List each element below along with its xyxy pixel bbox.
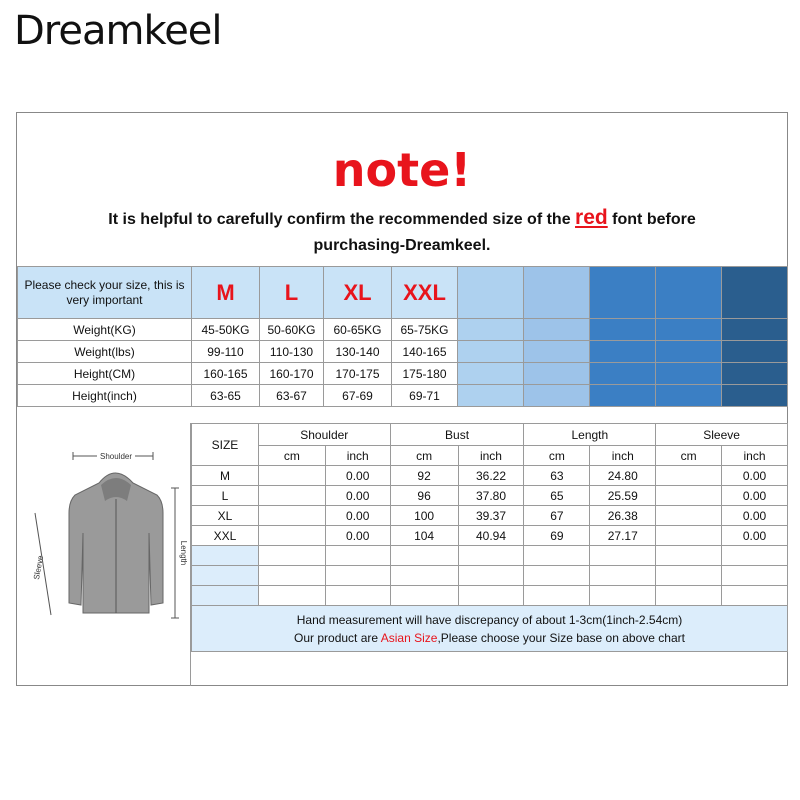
color-swatch	[458, 363, 524, 385]
unit-header: cm	[656, 446, 722, 466]
unit-header: inch	[325, 446, 390, 466]
color-swatch	[722, 341, 788, 363]
bust-header: Bust	[390, 424, 524, 446]
color-swatch	[524, 363, 590, 385]
cell: 100	[390, 506, 458, 526]
size-cell: XXL	[192, 526, 259, 546]
size-cell: M	[192, 466, 259, 486]
cell	[258, 506, 325, 526]
table-row	[192, 466, 788, 486]
empty-row	[192, 566, 788, 586]
color-swatch	[458, 267, 524, 319]
note-line2: purchasing-Dreamkeel.	[313, 237, 491, 254]
cell: 130-140	[324, 341, 392, 363]
cell: 160-165	[192, 363, 260, 385]
cell: 69-71	[392, 385, 458, 407]
cell: 160-170	[260, 363, 324, 385]
note-title: note!	[332, 143, 472, 197]
color-swatch	[590, 385, 656, 407]
cell: 26.38	[590, 506, 656, 526]
footnote-line1: Hand measurement will have discrepancy of about 1-3cm(1inch-2.54cm)	[296, 612, 683, 627]
unit-header: cm	[390, 446, 458, 466]
cell: 67-69	[324, 385, 392, 407]
cell	[258, 486, 325, 506]
cell: 63-65	[192, 385, 260, 407]
cell	[656, 486, 722, 506]
row-label: Weight(lbs)	[18, 341, 192, 363]
size-header-xxl: XXL	[392, 267, 458, 319]
unit-header: inch	[590, 446, 656, 466]
empty-cell	[590, 566, 656, 586]
cell: 0.00	[722, 486, 788, 506]
cell: 39.37	[458, 506, 524, 526]
empty-cell	[192, 566, 259, 586]
table-row	[18, 341, 788, 363]
cell: 104	[390, 526, 458, 546]
cell	[656, 466, 722, 486]
footnote-line2-after: ,Please choose your Size base on above chart	[437, 630, 685, 645]
cell: 0.00	[325, 506, 390, 526]
color-swatch	[524, 341, 590, 363]
hoodie-icon	[17, 423, 191, 686]
table-row	[192, 526, 788, 546]
note-red-word: red	[575, 206, 608, 229]
color-swatch	[656, 267, 722, 319]
note-line1-before: It is helpful to carefully confirm the recommended size of the	[108, 211, 576, 228]
cell: 140-165	[392, 341, 458, 363]
recommended-size-table	[17, 266, 788, 407]
cell: 0.00	[325, 466, 390, 486]
cell: 96	[390, 486, 458, 506]
color-swatch	[722, 319, 788, 341]
empty-cell	[390, 546, 458, 566]
color-swatch	[656, 385, 722, 407]
color-swatch	[656, 341, 722, 363]
color-swatch	[524, 319, 590, 341]
empty-cell	[390, 586, 458, 606]
empty-cell	[656, 546, 722, 566]
cell	[258, 466, 325, 486]
table-row	[192, 486, 788, 506]
brand-logo: Dreamkeel	[14, 8, 222, 54]
hoodie-figure	[17, 423, 191, 686]
cell: 99-110	[192, 341, 260, 363]
empty-cell	[192, 586, 259, 606]
empty-row	[192, 586, 788, 606]
color-swatch	[722, 385, 788, 407]
table-row	[18, 319, 788, 341]
table-row	[18, 385, 788, 407]
cell: 175-180	[392, 363, 458, 385]
empty-cell	[524, 566, 590, 586]
color-swatch	[458, 319, 524, 341]
cell	[656, 526, 722, 546]
row-label: Weight(KG)	[18, 319, 192, 341]
measurement-footnote	[192, 606, 788, 652]
cell: 37.80	[458, 486, 524, 506]
size-header-xl: XL	[324, 267, 392, 319]
size-chart-sheet	[16, 112, 788, 686]
empty-cell	[458, 566, 524, 586]
table-row	[192, 506, 788, 526]
cell: 92	[390, 466, 458, 486]
cell: 45-50KG	[192, 319, 260, 341]
cell: 110-130	[260, 341, 324, 363]
note-text	[17, 205, 787, 259]
empty-cell	[258, 546, 325, 566]
cell: 65	[524, 486, 590, 506]
shoulder-header: Shoulder	[258, 424, 390, 446]
cell: 0.00	[722, 506, 788, 526]
empty-cell	[590, 586, 656, 606]
note-line1-after: font before	[607, 211, 696, 228]
size-check-label: Please check your size, this is very important	[18, 267, 192, 319]
unit-header: cm	[258, 446, 325, 466]
size-header-l: L	[260, 267, 324, 319]
cell: 67	[524, 506, 590, 526]
cell: 60-65KG	[324, 319, 392, 341]
color-swatch	[458, 385, 524, 407]
cell: 63	[524, 466, 590, 486]
cell: 63-67	[260, 385, 324, 407]
cell: 65-75KG	[392, 319, 458, 341]
size-column-header: SIZE	[192, 424, 259, 466]
empty-cell	[325, 566, 390, 586]
cell: 69	[524, 526, 590, 546]
empty-cell	[656, 586, 722, 606]
sleeve-label: Sleeve	[31, 554, 46, 581]
empty-cell	[590, 546, 656, 566]
color-swatch	[458, 341, 524, 363]
size-cell: L	[192, 486, 259, 506]
sleeve-header: Sleeve	[656, 424, 788, 446]
measurement-table	[191, 423, 788, 652]
shoulder-label: Shoulder	[99, 452, 133, 461]
size-header-m: M	[192, 267, 260, 319]
table-row	[18, 363, 788, 385]
cell: 170-175	[324, 363, 392, 385]
cell: 50-60KG	[260, 319, 324, 341]
cell: 25.59	[590, 486, 656, 506]
cell: 36.22	[458, 466, 524, 486]
cell: 0.00	[325, 486, 390, 506]
color-swatch	[590, 363, 656, 385]
cell: 0.00	[722, 526, 788, 546]
cell: 40.94	[458, 526, 524, 546]
row-label: Height(CM)	[18, 363, 192, 385]
cell: 24.80	[590, 466, 656, 486]
unit-header: cm	[524, 446, 590, 466]
cell: 0.00	[722, 466, 788, 486]
empty-cell	[325, 546, 390, 566]
color-swatch	[524, 385, 590, 407]
color-swatch	[656, 319, 722, 341]
empty-cell	[325, 586, 390, 606]
length-header: Length	[524, 424, 656, 446]
row-label: Height(inch)	[18, 385, 192, 407]
empty-cell	[722, 566, 788, 586]
color-swatch	[722, 267, 788, 319]
color-swatch	[590, 267, 656, 319]
empty-cell	[258, 586, 325, 606]
color-swatch	[590, 341, 656, 363]
empty-cell	[524, 546, 590, 566]
unit-header: inch	[458, 446, 524, 466]
cell	[656, 506, 722, 526]
empty-cell	[722, 546, 788, 566]
size-cell: XL	[192, 506, 259, 526]
color-swatch	[722, 363, 788, 385]
empty-cell	[458, 546, 524, 566]
empty-cell	[656, 566, 722, 586]
length-label: Length	[179, 540, 188, 566]
footnote-line2-before: Our product are	[294, 630, 381, 645]
cell	[258, 526, 325, 546]
color-swatch	[524, 267, 590, 319]
empty-cell	[722, 586, 788, 606]
cell: 27.17	[590, 526, 656, 546]
empty-cell	[192, 546, 259, 566]
empty-cell	[458, 586, 524, 606]
unit-header: inch	[722, 446, 788, 466]
empty-cell	[524, 586, 590, 606]
cell: 0.00	[325, 526, 390, 546]
color-swatch	[590, 319, 656, 341]
footnote-asian-size: Asian Size	[380, 630, 438, 645]
empty-row	[192, 546, 788, 566]
empty-cell	[258, 566, 325, 586]
empty-cell	[390, 566, 458, 586]
color-swatch	[656, 363, 722, 385]
